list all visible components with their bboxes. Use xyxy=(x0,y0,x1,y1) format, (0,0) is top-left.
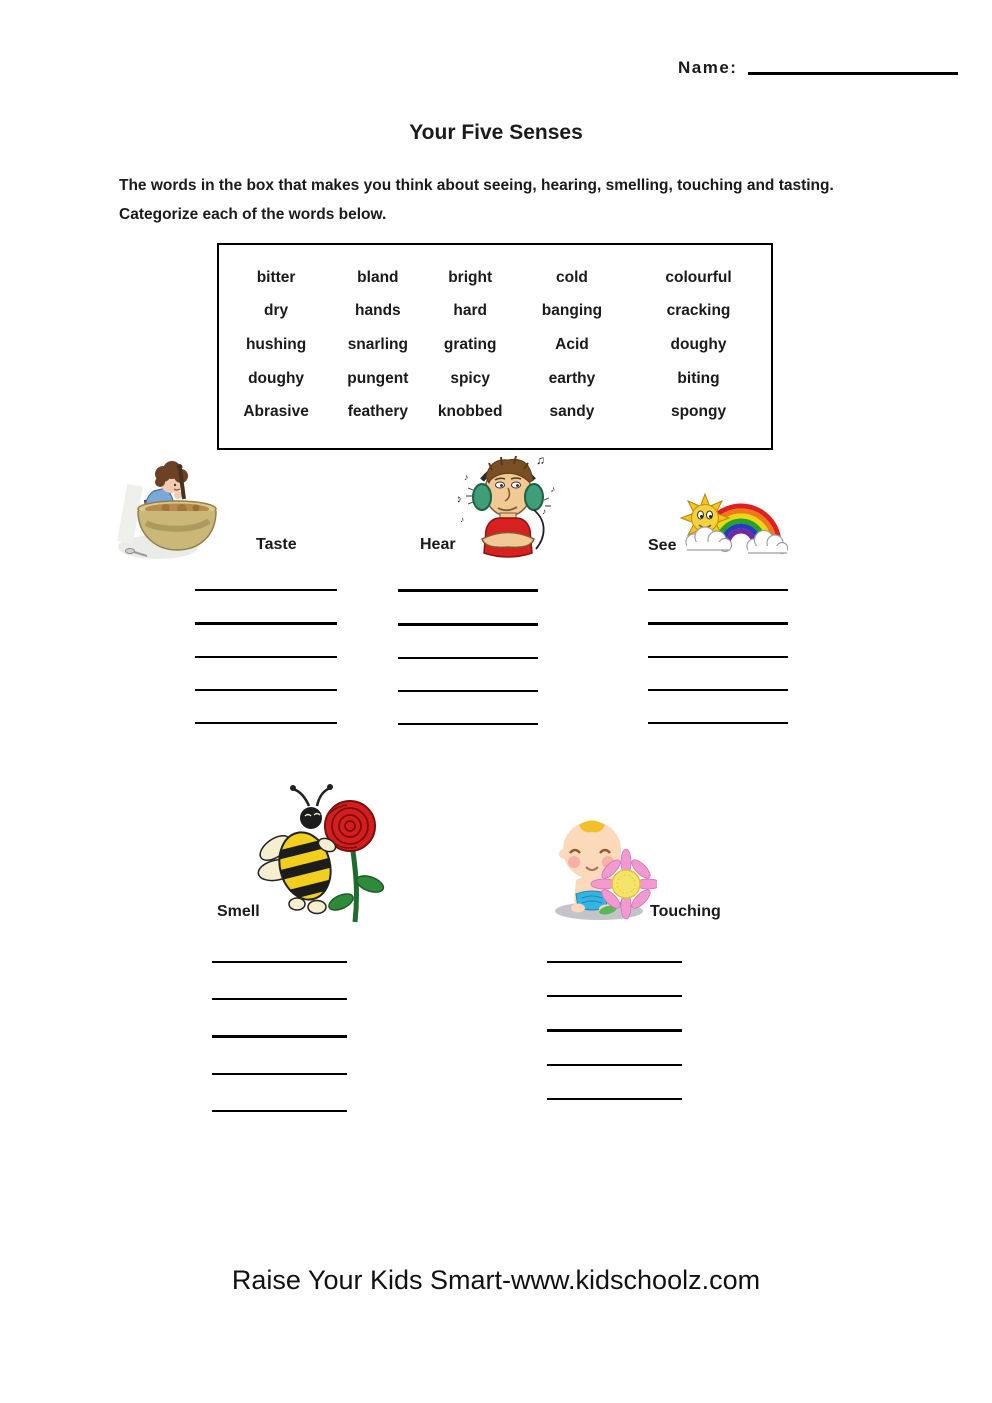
word-cell: Acid xyxy=(555,335,589,353)
answer-line[interactable] xyxy=(212,1110,347,1112)
name-answer-line[interactable] xyxy=(748,72,958,75)
answer-line[interactable] xyxy=(648,722,788,724)
answer-line[interactable] xyxy=(398,690,538,692)
svg-text:♪: ♪ xyxy=(542,507,546,516)
word-cell: pungent xyxy=(347,369,409,387)
word-cell: banging xyxy=(541,302,603,320)
answer-line[interactable] xyxy=(398,657,538,659)
hear-answer-lines xyxy=(398,589,538,756)
answer-line[interactable] xyxy=(195,689,337,691)
word-cell: bitter xyxy=(256,268,296,286)
answer-line[interactable] xyxy=(398,723,538,725)
word-cell: biting xyxy=(677,369,720,387)
taste-label: Taste xyxy=(256,536,297,553)
word-cell: feathery xyxy=(347,403,408,421)
word-cell: cracking xyxy=(666,302,731,320)
word-cell: bright xyxy=(448,268,493,286)
svg-text:♫: ♫ xyxy=(536,453,545,467)
answer-line[interactable] xyxy=(212,1073,347,1075)
word-cell: earthy xyxy=(548,369,596,387)
answer-line[interactable] xyxy=(195,656,337,658)
answer-line[interactable] xyxy=(648,656,788,658)
word-cell: snarling xyxy=(347,335,408,353)
answer-line[interactable] xyxy=(212,1035,347,1038)
answer-line[interactable] xyxy=(212,998,347,1000)
answer-line[interactable] xyxy=(212,961,347,963)
word-cell: hard xyxy=(453,302,487,320)
svg-text:♪: ♪ xyxy=(460,515,464,524)
answer-line[interactable] xyxy=(648,622,788,625)
answer-line[interactable] xyxy=(398,623,538,626)
answer-line[interactable] xyxy=(398,589,538,592)
answer-line[interactable] xyxy=(195,589,337,591)
touching-label: Touching xyxy=(650,903,721,920)
word-cell: knobbed xyxy=(437,403,503,421)
smell-answer-lines xyxy=(212,961,347,1147)
smell-image xyxy=(253,782,391,932)
taste-answer-lines xyxy=(195,589,337,755)
name-label: Name: xyxy=(678,58,738,77)
svg-text:♪: ♪ xyxy=(549,483,557,495)
svg-text:♪: ♪ xyxy=(454,492,464,506)
hear-label: Hear xyxy=(420,536,456,553)
answer-line[interactable] xyxy=(195,622,337,625)
answer-line[interactable] xyxy=(547,1064,682,1066)
word-cell: cold xyxy=(556,268,588,286)
word-cell: spicy xyxy=(450,369,490,387)
hear-image xyxy=(452,450,564,565)
instructions xyxy=(119,172,909,229)
word-cell: doughy xyxy=(248,369,305,387)
smell-label: Smell xyxy=(217,903,260,920)
answer-line[interactable] xyxy=(547,961,682,963)
see-label: See xyxy=(648,537,677,554)
word-cell: grating xyxy=(443,335,497,353)
word-cell: bland xyxy=(357,268,399,286)
touching-image xyxy=(542,810,657,922)
page-title: Your Five Senses xyxy=(409,121,583,144)
footer-text: Raise Your Kids Smart-www.kidschoolz.com xyxy=(231,1265,761,1295)
word-cell: dry xyxy=(264,302,289,320)
word-cell: sandy xyxy=(549,403,595,421)
svg-text:♪: ♪ xyxy=(464,472,469,482)
answer-line[interactable] xyxy=(648,589,788,591)
answer-line[interactable] xyxy=(195,722,337,724)
word-cell: hushing xyxy=(245,335,307,353)
word-cell: doughy xyxy=(670,335,727,353)
word-cell: colourful xyxy=(665,268,732,286)
answer-line[interactable] xyxy=(547,1029,682,1032)
taste-image xyxy=(116,457,228,562)
answer-line[interactable] xyxy=(648,689,788,691)
word-cell: hands xyxy=(355,302,401,320)
word-cell: spongy xyxy=(670,403,727,421)
see-answer-lines xyxy=(648,589,788,755)
see-image xyxy=(678,480,788,558)
answer-line[interactable] xyxy=(547,1098,682,1100)
word-cell: Abrasive xyxy=(243,403,309,421)
word-box xyxy=(217,243,773,450)
touching-answer-lines xyxy=(547,961,682,1132)
answer-line[interactable] xyxy=(547,995,682,997)
instructions-line-2: Categorize each of the words below. xyxy=(119,205,387,223)
instructions-line-1: The words in the box that makes you think about seeing, hearing, smelling, touching and tasting. xyxy=(119,177,834,194)
